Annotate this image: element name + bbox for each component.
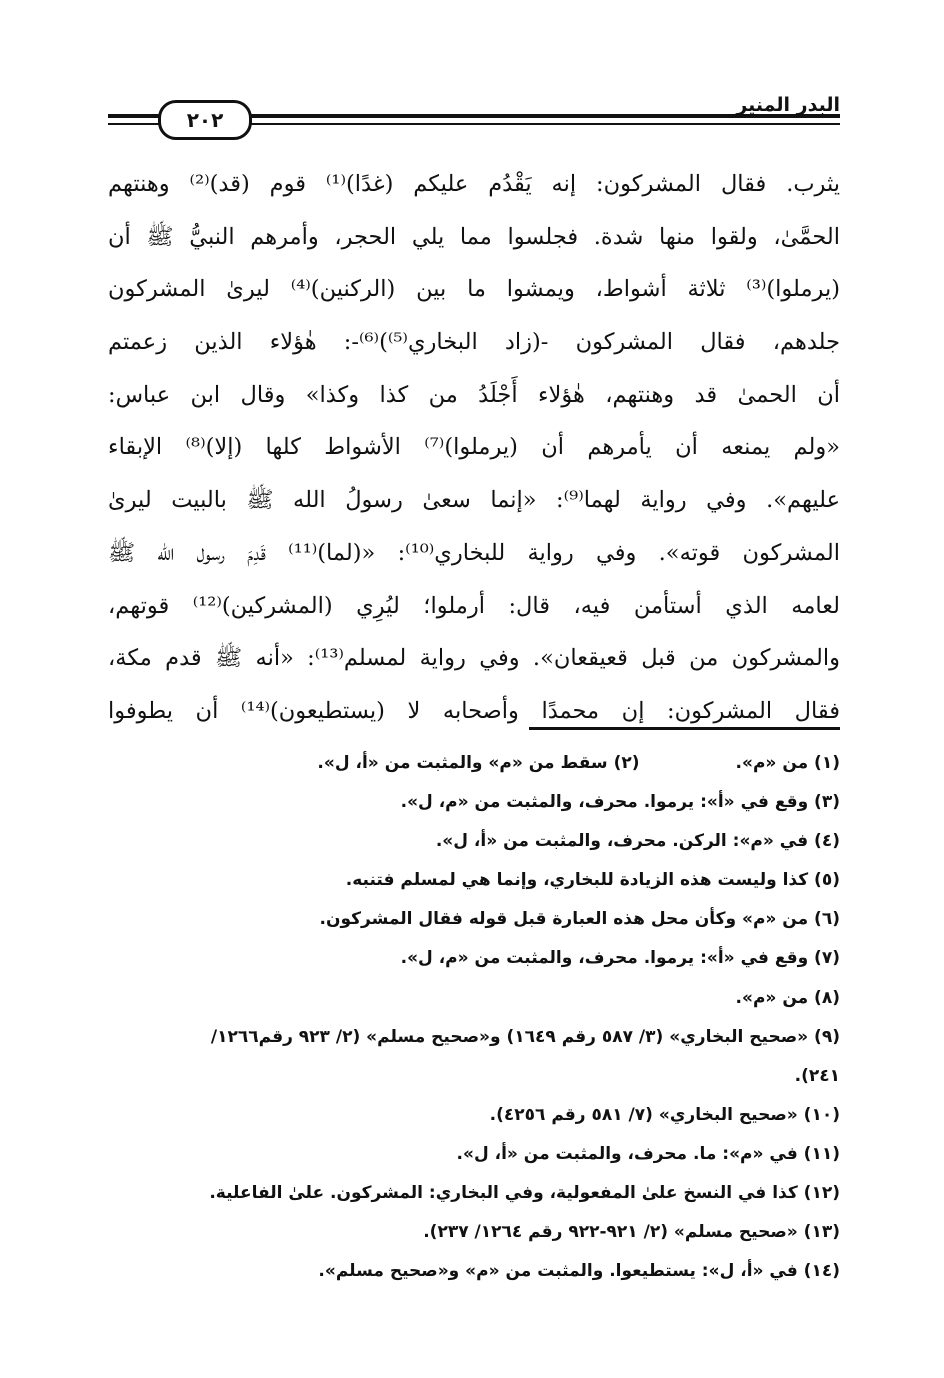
footnote-5: (٥) كذا وليست هذه الزيادة للبخاري، وإنما هي لمسلم فتنبه. (345, 870, 840, 891)
footnote-separator (529, 727, 840, 730)
text-line: فقال المشركون: إن محمدًا وأصحابه لا (يستطيعون)⁽¹⁴⁾ أن يطوفوا (108, 697, 840, 724)
footnote-14: (١٤) في «أ، ل»: يستطيعوا. والمثبت من «م» و«صحيح مسلم». (318, 1261, 840, 1282)
text-line: لعامه الذي أستأمن فيه، قال: أرملوا؛ ليُرِي (المشركين)⁽¹²⁾ قوتهم، (108, 592, 840, 619)
footnote-row (108, 744, 840, 783)
footnote-10: (١٠) «صحيح البخاري» (٧/ ٥٨١ رقم ٤٢٥٦). (489, 1104, 840, 1125)
page-header (108, 88, 840, 140)
footnote-4: (٤) في «م»: الركن. محرف، والمثبت من «أ، ل». (435, 831, 840, 852)
footnote-2: (٢) سقط من «م» والمثبت من «أ، ل». (317, 753, 640, 773)
footnote-7: (٧) وقع في «أ»: يرموا. محرف، والمثبت من «م، ل». (400, 948, 840, 969)
text-line: (يرملوا)⁽³⁾ ثلاثة أشواط، ويمشوا ما بين (الركنين)⁽⁴⁾ ليرىٰ المشركون (108, 276, 840, 303)
footnote-12: (١٢) كذا في النسخ علىٰ المفعولية، وفي البخاري: المشركون. علىٰ الفاعلية. (209, 1183, 840, 1204)
text-line: الحمَّىٰ، ولقوا منها شدة. فجلسوا مما يلي الحجر، وأمرهم النبيُّ ﷺ أن (108, 223, 840, 250)
text-line: المشركون قوته». وفي رواية للبخاري⁽¹⁰⁾: «(لما)⁽¹¹⁾ قَدِمَ رسول الله ﷺ (108, 539, 840, 566)
footnotes (108, 744, 840, 1291)
main-text (108, 158, 840, 738)
text-line: جلدهم، فقال المشركون -(زاد البخاري⁽⁵⁾)⁽⁶⁾-: هٰؤلاء الذين زعمتم (108, 329, 840, 356)
text-line: أن الحمىٰ قد وهنتهم، هٰؤلاء أَجْلَدُ من كذا وكذا» وقال ابن عباس: (108, 381, 840, 408)
text-line: والمشركون من قبل قعيقعان». وفي رواية لمسلم⁽¹³⁾: «أنه ﷺ قدم مكة، (108, 645, 840, 672)
footnote-8: (٨) من «م». (735, 987, 840, 1008)
footnote-3: (٣) وقع في «أ»: يرموا. محرف، والمثبت من «م، ل». (400, 792, 840, 813)
footnote-9: (٩) «صحيح البخاري» (٣/ ٥٨٧ رقم ١٦٤٩) و«صحيح مسلم» (٢/ ٩٢٣ رقم١٢٦٦/ (210, 1026, 840, 1047)
text-line: يثرب. فقال المشركون: إنه يَقْدُم عليكم (غدًا)⁽¹⁾ قوم (قد)⁽²⁾ وهنتهم (108, 171, 840, 197)
footnote-6: (٦) من «م» وكأن محل هذه العبارة قبل قوله فقال المشركون. (319, 909, 840, 930)
footnote-11: (١١) في «م»: ما. محرف، والمثبت من «أ، ل». (456, 1143, 840, 1164)
footnote-1: (١) من «م». (735, 753, 840, 773)
page-number: ٢٠٢ (158, 100, 252, 140)
text-line: «ولم يمنعه أن يأمرهم أن (يرملوا)⁽⁷⁾ الأشواط كلها (إلا)⁽⁸⁾ الإبقاء (108, 434, 841, 461)
footnote-9-continued: ٢٤١). (794, 1065, 840, 1086)
footnote-13: (١٣) «صحيح مسلم» (٢/ ٩٢١-٩٢٢ رقم ١٢٦٤/ ٢٣٧). (423, 1222, 840, 1243)
running-title: البدر المنير (736, 94, 840, 116)
text-line: عليهم». وفي رواية لهما⁽⁹⁾: «إنما سعىٰ رسولُ الله ﷺ بالبيت ليرىٰ (108, 487, 840, 514)
